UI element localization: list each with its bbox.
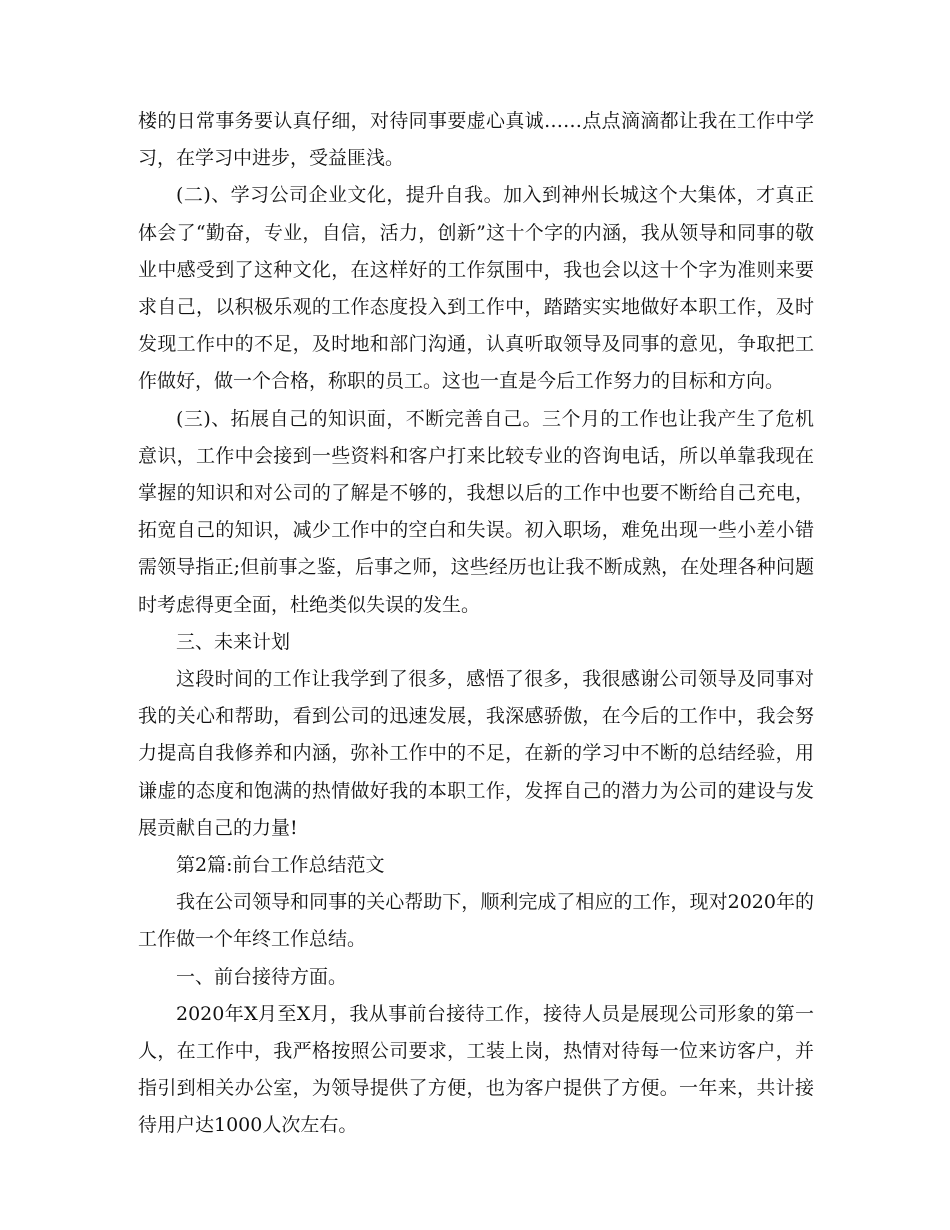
paragraph-future-plan: 这段时间的工作让我学到了很多，感悟了很多，我很感谢公司领导及同事对我的关心和帮助，看到公司的迅速发展，我深感骄傲，在今后的工作中，我会努力提高自我修养和内涵，弥补工作中的不足，在新的学习中不断的总结经验，用谦虚的态度和饱满的热情做好我的本职工作，发挥自己的潜力为公司的建设与发展贡献自己的力量! [138, 668, 814, 839]
paragraph-reception-details: 2020年X月至X月，我从事前台接待工作，接待人员是展现公司形象的第一人，在工作中，我严格按照公司要求，工装上岗，热情对待每一位来访客户，并指引到相关办公室，为领导提供了方便，也为客户提供了方便。一年来，共计接待用户达1000人次左右。 [138, 1002, 814, 1137]
paragraph-learn-culture: (二)、学习公司企业文化，提升自我。加入到神州长城这个大集体，才真正体会了“勤奋，专业，自信，活力，创新”这十个字的内涵，我从领导和同事的敬业中感受到了这种文化，在这样好的工作氛围中，我也会以这十个字为准则来要求自己，以积极乐观的工作态度投入到工作中，踏踏实实地做好本职工作，及时发现工作中的不足，及时地和部门沟通，认真听取领导及同事的意见，争取把工作做好，做一个合格，称职的员工。这也一直是今后工作努力的目标和方向。 [138, 184, 814, 393]
heading-article-2: 第2篇:前台工作总结范文 [176, 854, 385, 877]
paragraph-intro: 我在公司领导和同事的关心帮助下，顺利完成了相应的工作，现对2020年的工作做一个年终工作总结。 [138, 891, 814, 951]
paragraph-continuation: 楼的日常事务要认真仔细，对待同事要虚心真诚……点点滴滴都让我在工作中学习，在学习中进步，受益匪浅。 [138, 110, 814, 170]
document-page [138, 103, 814, 1145]
paragraph-expand-knowledge: (三)、拓展自己的知识面，不断完善自己。三个月的工作也让我产生了危机意识，工作中会接到一些资料和客户打来比较专业的咨询电话，所以单靠我现在掌握的知识和对公司的了解是不够的，我想以后的工作中也要不断给自己充电，拓宽自己的知识，减少工作中的空白和失误。初入职场，难免出现一些小差小错需领导指正;但前事之鉴，后事之师，这些经历也让我不断成熟，在处理各种问题时考虑得更全面，杜绝类似失误的发生。 [138, 407, 814, 616]
heading-front-desk-reception: 一、前台接待方面。 [176, 965, 348, 988]
heading-future-plan: 三、未来计划 [176, 630, 291, 653]
